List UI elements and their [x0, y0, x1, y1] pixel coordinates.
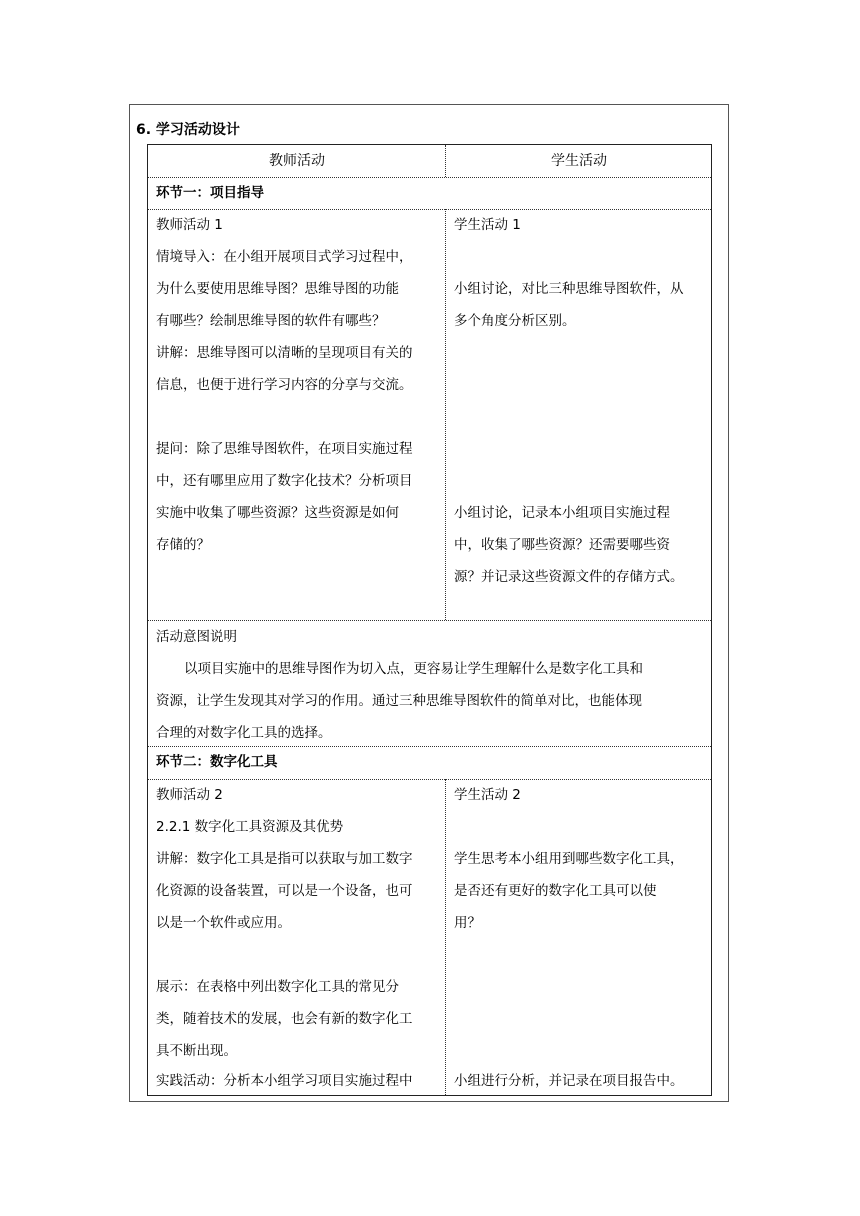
activity-table — [147, 144, 712, 1096]
intent-title: 活动意图说明 — [156, 629, 237, 645]
row-divider — [148, 209, 711, 210]
section-title: 6. 学习活动设计 — [136, 122, 240, 138]
text-line: 小组进行分析，并记录在项目报告中。 — [454, 1073, 684, 1089]
text-line: 讲解：数字化工具是指可以获取与加工数字 — [156, 851, 413, 867]
text-line: 学生思考本小组用到哪些数字化工具， — [454, 851, 684, 867]
intent-line: 以项目实施中的思维导图作为切入点，更容易让学生理解什么是数字化工具和 — [184, 661, 643, 677]
text-line: 信息，也便于进行学习内容的分享与交流。 — [156, 377, 413, 393]
text-line: 存储的？ — [156, 537, 210, 553]
text-line: 源？并记录这些资源文件的存储方式。 — [454, 569, 684, 585]
header-teacher: 教师活动 — [269, 153, 325, 169]
text-line: 中，还有哪里应用了数字化技术？分析项目 — [156, 473, 413, 489]
text-line: 小组讨论，记录本小组项目实施过程 — [454, 505, 670, 521]
stage1-title: 环节一：项目指导 — [156, 185, 264, 201]
text-line: 用？ — [454, 915, 481, 931]
text-line: 学生活动 1 — [454, 217, 521, 233]
text-line: 小组讨论，对比三种思维导图软件，从 — [454, 281, 684, 297]
header-student: 学生活动 — [551, 153, 607, 169]
row-divider — [148, 779, 711, 780]
column-divider — [445, 779, 446, 1095]
text-line: 实践活动：分析本小组学习项目实施过程中 — [156, 1073, 413, 1089]
intent-line: 合理的对数字化工具的选择。 — [156, 725, 332, 741]
text-line: 教师活动 2 — [156, 787, 223, 803]
text-line: 以是一个软件或应用。 — [156, 915, 291, 931]
text-line: 有哪些？绘制思维导图的软件有哪些？ — [156, 313, 386, 329]
text-line: 实施中收集了哪些资源？这些资源是如何 — [156, 505, 399, 521]
column-divider — [445, 209, 446, 620]
text-line: 情境导入：在小组开展项目式学习过程中， — [156, 249, 413, 265]
intent-line: 资源，让学生发现其对学习的作用。通过三种思维导图软件的简单对比，也能体现 — [156, 693, 642, 709]
text-line: 讲解：思维导图可以清晰的呈现项目有关的 — [156, 345, 413, 361]
text-line: 类，随着技术的发展，也会有新的数字化工 — [156, 1011, 413, 1027]
text-line: 学生活动 2 — [454, 787, 521, 803]
text-line: 具不断出现。 — [156, 1043, 237, 1059]
text-line: 展示：在表格中列出数字化工具的常见分 — [156, 979, 399, 995]
text-line: 多个角度分析区别。 — [454, 313, 576, 329]
text-line: 化资源的设备装置，可以是一个设备，也可 — [156, 883, 413, 899]
text-line: 为什么要使用思维导图？思维导图的功能 — [156, 281, 399, 297]
stage2-title: 环节二：数字化工具 — [156, 754, 278, 770]
text-line: 提问：除了思维导图软件，在项目实施过程 — [156, 441, 413, 457]
text-line: 是否还有更好的数字化工具可以使 — [454, 883, 657, 899]
column-divider — [445, 145, 446, 177]
text-line: 2.2.1 数字化工具资源及其优势 — [156, 819, 344, 835]
text-line: 中，收集了哪些资源？还需要哪些资 — [454, 537, 670, 553]
text-line: 教师活动 1 — [156, 217, 223, 233]
